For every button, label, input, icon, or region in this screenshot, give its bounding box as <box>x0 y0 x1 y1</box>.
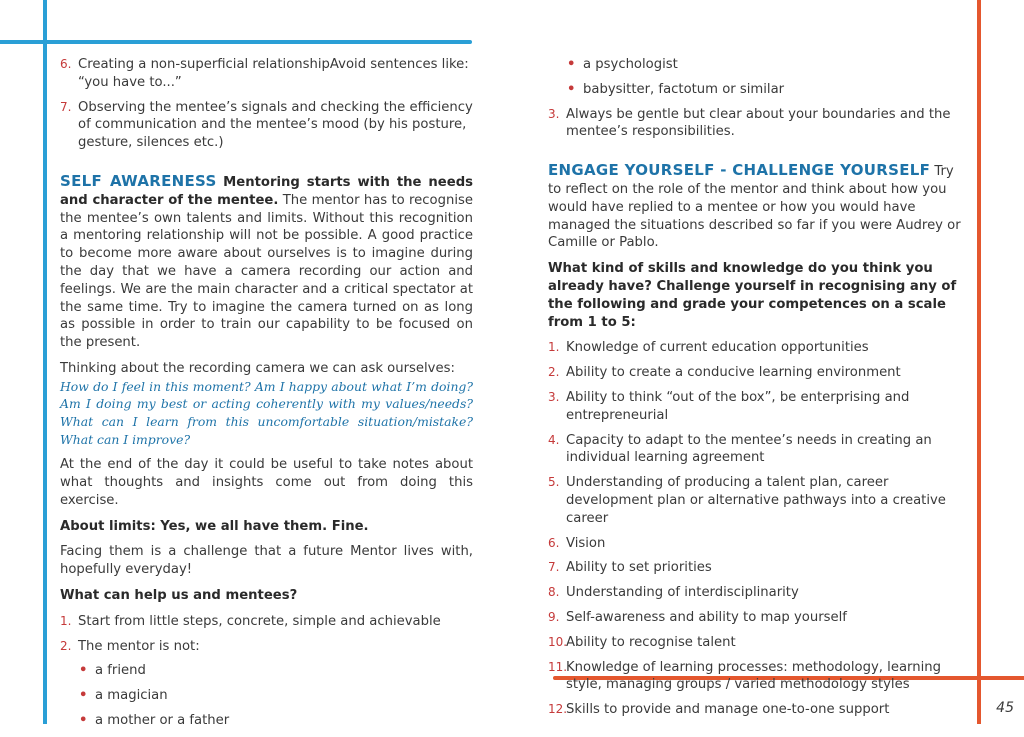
section-heading: SELF AWARENESS <box>60 171 217 190</box>
skill-text: Ability to set priorities <box>566 560 712 576</box>
bullet-item: • babysitter, factotum or similar <box>567 81 785 97</box>
camera-paragraph: Thinking about the recording camera we can ask ourselves: How do I feel in this moment? Am I happy about what I’m doing? Am I doing my best or acting coherently with my values/needs? What can I learn from this uncomfortable situation/mistake? What can I improve? <box>60 360 473 447</box>
skill-text: Vision <box>566 535 606 551</box>
skill-number: 4. <box>548 432 560 447</box>
skill-number: 6. <box>548 535 560 550</box>
list-item: 1. Start from little steps, concrete, simple and achievable <box>60 613 441 629</box>
section-heading: ENGAGE YOURSELF - CHALLENGE YOURSELF <box>548 161 931 180</box>
skill-item <box>548 584 962 602</box>
list-item: 6. Creating a non-superficial relationshipAvoid sentences like: “you have to...” <box>60 57 469 90</box>
skill-number: 3. <box>548 389 560 404</box>
skill-item <box>548 432 962 468</box>
bullet-icon: • <box>79 663 88 679</box>
bullet-item: • a mother or a father <box>79 712 230 728</box>
skills-question: What kind of skills and knowledge do you think you already have? Challenge yourself in recognising any of the following and grade your competences on a scale from 1 to 5: <box>548 261 957 330</box>
page-number: 45 <box>996 700 1014 716</box>
skill-number: 12. <box>548 702 568 717</box>
skill-text: Ability to create a conducive learning environment <box>566 365 901 381</box>
body-text: The mentor has to recognise the mentee’s own talents and limits. Without this recognition a mentoring relationship will not be possible. A good practice to become more aware about ourselves is to imagine during the day that we have a camera recording our action and feelings. We are the main character and a critical spectator at the same time. Try to imagine the camera turned on as long as possible in order to train our capability to be focused on the present. <box>60 192 473 351</box>
skills-list <box>548 339 962 719</box>
limits-body: Facing them is a challenge that a future Mentor lives with, hopefully everyday! <box>60 544 473 578</box>
bullet-item: • a psychologist <box>567 57 678 72</box>
bullet-icon: • <box>567 57 576 72</box>
skill-number: 9. <box>548 609 560 624</box>
skill-text: Ability to think “out of the box”, be enterprising and entrepreneurial <box>566 389 910 423</box>
bullet-item: • a magician <box>79 688 168 704</box>
limits-heading: About limits: Yes, we all have them. Fine. <box>60 518 369 534</box>
skill-item <box>548 389 962 425</box>
body-text: Try to reflect on the role of the mentor and think about how you would have replied to a mentee or how you would have managed the situations described so far if you were Audrey or Camille or Pablo. <box>548 164 961 251</box>
left-column <box>60 56 473 737</box>
bullet-icon: • <box>79 688 88 704</box>
camera-questions: How do I feel in this moment? Am I happy about what I’m doing? Am I doing my best or acting coherently with my values/needs? What can I learn from this uncomfortable situation/mistake? What can I improve? <box>60 378 473 447</box>
skill-number: 5. <box>548 475 560 490</box>
skill-item <box>548 535 962 553</box>
skill-number: 2. <box>548 365 560 380</box>
skill-item <box>548 609 962 627</box>
lead-text: Mentoring starts with the needs and character of the mentee. <box>60 174 473 208</box>
skill-item <box>548 659 962 695</box>
skill-text: Understanding of producing a talent plan, career development plan or alternative pathways into a creative career <box>566 475 946 526</box>
skill-item <box>548 339 962 357</box>
skill-number: 10. <box>548 634 568 649</box>
bullet-icon: • <box>79 712 88 728</box>
skill-item <box>548 474 962 527</box>
skill-text: Skills to provide and manage one-to-one support <box>566 702 890 718</box>
help-heading: What can help us and mentees? <box>60 587 298 603</box>
skill-text: Knowledge of learning processes: methodology, learning style, managing groups / varied methodology styles <box>566 659 941 693</box>
skill-item <box>548 701 962 719</box>
skill-text: Capacity to adapt to the mentee’s needs in creating an individual learning agreement <box>566 432 932 466</box>
skill-item <box>548 634 962 652</box>
self-awareness-section <box>60 173 473 352</box>
skill-text: Understanding of interdisciplinarity <box>566 585 799 601</box>
skill-number: 1. <box>548 340 560 355</box>
skill-number: 7. <box>548 560 560 575</box>
bullet-item: • a friend <box>79 663 146 679</box>
right-column <box>548 56 962 726</box>
list-item: 3. Always be gentle but clear about your boundaries and the mentee’s responsibilities. <box>548 106 951 140</box>
skill-text: Knowledge of current education opportunities <box>566 340 869 356</box>
skill-item <box>548 364 962 382</box>
skill-number: 8. <box>548 585 560 600</box>
end-of-day-paragraph: At the end of the day it could be useful to take notes about what thoughts and insights come out from doing this exercise. <box>60 457 473 508</box>
engage-section <box>548 162 962 252</box>
skill-item <box>548 559 962 577</box>
list-item: 7. Observing the mentee’s signals and checking the efficiency of communication and the mentee’s mood (by his posture, gesture, silences etc.) <box>60 99 473 151</box>
bullet-icon: • <box>567 81 576 97</box>
skill-number: 11. <box>548 659 568 674</box>
skill-text: Ability to recognise talent <box>566 634 736 650</box>
skill-text: Self-awareness and ability to map yourself <box>566 609 847 625</box>
list-item: 2. The mentor is not: <box>60 638 200 654</box>
